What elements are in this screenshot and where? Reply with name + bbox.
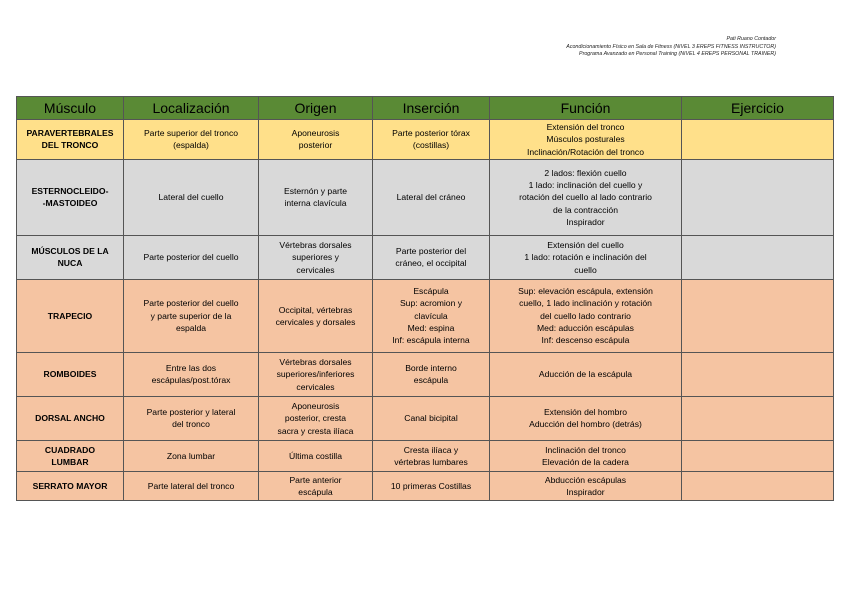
cell-line: posterior, cresta (284, 413, 347, 424)
cell-insercion (373, 352, 490, 396)
cell-line: TRAPECIO (47, 310, 93, 321)
cell-line: cervicales (296, 381, 335, 392)
cell-musculo (17, 352, 124, 396)
cell-origen (259, 235, 373, 279)
cell-line: Parte posterior y lateral (146, 407, 236, 418)
cell-insercion (373, 159, 490, 235)
table-row (17, 279, 834, 352)
cell-line: CUADRADO (44, 444, 96, 455)
cell-line: Sup: acromion y (399, 298, 463, 309)
table-body (17, 120, 834, 501)
cell-line: Zona lumbar (166, 450, 216, 461)
cell-line: superiores/inferiores (276, 369, 355, 380)
cell-origen (259, 440, 373, 471)
cell-funcion (490, 120, 682, 160)
cell-funcion (490, 279, 682, 352)
cell-line: vértebras lumbares (394, 456, 468, 467)
cell-line: Última costilla (288, 450, 342, 461)
cell-line: Vértebras dorsales (279, 356, 352, 367)
cell-localizacion (124, 471, 259, 500)
cell-funcion (490, 159, 682, 235)
cell-localizacion (124, 396, 259, 440)
cell-line: Parte posterior tórax (392, 128, 470, 139)
cell-line: Inclinación/Rotación del tronco (526, 146, 645, 157)
cell-line: Parte lateral del tronco (147, 480, 235, 491)
cell-line: 1 lado: rotación e inclinación del (524, 252, 647, 263)
cell-line: Vértebras dorsales (279, 239, 352, 250)
cell-line: Inspirador (566, 216, 605, 227)
cell-localizacion (124, 159, 259, 235)
cell-line: Abducción escápulas (544, 474, 627, 485)
cell-line: cráneo, el occipital (395, 258, 467, 269)
cell-line: cervicales (296, 264, 335, 275)
table-row (17, 440, 834, 471)
cell-line: 10 primeras Costillas (390, 480, 472, 491)
cell-line: 2 lados: flexión cuello (544, 167, 627, 178)
cell-funcion (490, 440, 682, 471)
table-header-row (17, 97, 834, 120)
cell-line: NUCA (57, 258, 83, 269)
cell-line: Aponeurosis (291, 400, 340, 411)
cell-line: Parte superior del tronco (143, 128, 239, 139)
cell-line: Parte posterior del (395, 246, 467, 257)
cell-line: Borde interno (405, 363, 457, 374)
cell-line: cuello (574, 264, 597, 275)
cell-musculo (17, 235, 124, 279)
cell-line: MÚSCULOS DE LA (31, 246, 109, 257)
cell-line: Parte posterior del cuello (143, 298, 239, 309)
cell-origen (259, 396, 373, 440)
cell-line: Inspirador (566, 486, 605, 497)
cell-localizacion (124, 440, 259, 471)
cell-line: sacra y cresta ilíaca (277, 425, 354, 436)
cell-line: Lateral del cuello (158, 192, 224, 203)
cell-origen (259, 279, 373, 352)
cell-origen (259, 471, 373, 500)
cell-localizacion (124, 279, 259, 352)
cell-line: Lateral del cráneo (396, 192, 466, 203)
cell-line: Inclinación del tronco (545, 444, 626, 455)
cell-line: Músculos posturales (546, 134, 625, 145)
cell-line: Escápula (413, 286, 449, 297)
table-row (17, 396, 834, 440)
cell-ejercicio (682, 120, 834, 160)
cell-origen (259, 159, 373, 235)
cell-line: superiores y (292, 252, 339, 263)
col-header-funcion: Función (490, 97, 682, 120)
cell-line: Med: aducción escápulas (537, 323, 634, 334)
cell-ejercicio (682, 440, 834, 471)
cell-line: escápulas/post.tórax (151, 375, 231, 386)
cell-line: de la contracción (553, 204, 618, 215)
cell-ejercicio (682, 396, 834, 440)
cell-line: 1 lado: inclinación del cuello y (528, 179, 643, 190)
cell-line: Inf: descenso escápula (541, 335, 630, 346)
cell-line: cuello, 1 lado inclinación y rotación (519, 298, 652, 309)
cell-line: Esternón y parte (283, 186, 348, 197)
cell-insercion (373, 440, 490, 471)
course-line-2: Programa Avanzado en Personal Training (NIVEL 4 EREPS PERSONAL TRAINER) (579, 51, 776, 57)
course-line-1: Acondicionamiento Físico en Sala de Fitness (NIVEL 3 EREPS FITNESS INSTRUCTOR) (566, 43, 776, 50)
cell-line: DEL TRONCO (41, 140, 99, 151)
cell-line: Entre las dos (165, 363, 217, 374)
cell-line: LUMBAR (51, 456, 89, 467)
cell-insercion (373, 235, 490, 279)
cell-localizacion (124, 120, 259, 160)
muscle-table (16, 96, 834, 501)
table-row (17, 471, 834, 500)
table-row (17, 159, 834, 235)
cell-line: Canal bicipital (404, 413, 458, 424)
cell-line: Aducción de la escápula (538, 369, 633, 380)
cell-ejercicio (682, 279, 834, 352)
cell-insercion (373, 471, 490, 500)
col-header-musculo: Músculo (17, 97, 124, 120)
cell-ejercicio (682, 471, 834, 500)
cell-ejercicio (682, 159, 834, 235)
col-header-ejercicio: Ejercicio (682, 97, 834, 120)
cell-line: interna clavícula (284, 198, 347, 209)
cell-funcion (490, 396, 682, 440)
table-row (17, 352, 834, 396)
cell-line: (espalda) (173, 140, 209, 151)
cell-line: Inf: escápula interna (392, 335, 470, 346)
document-header (566, 36, 776, 59)
cell-line: ESTERNOCLEIDO- (31, 186, 109, 197)
cell-line: SERRATO MAYOR (32, 480, 108, 491)
cell-origen (259, 352, 373, 396)
cell-line: Parte anterior (289, 474, 342, 485)
cell-musculo (17, 120, 124, 160)
cell-funcion (490, 352, 682, 396)
cell-musculo (17, 396, 124, 440)
cell-line: Med: espina (407, 323, 455, 334)
cell-ejercicio (682, 352, 834, 396)
cell-line: (costillas) (412, 140, 450, 151)
cell-line: Parte posterior del cuello (143, 252, 239, 263)
cell-line: Extensión del hombro (543, 407, 628, 418)
cell-line: -MASTOIDEO (42, 198, 98, 209)
cell-localizacion (124, 352, 259, 396)
cell-musculo (17, 471, 124, 500)
cell-insercion (373, 120, 490, 160)
cell-insercion (373, 279, 490, 352)
cell-line: Aponeurosis (291, 128, 340, 139)
cell-musculo (17, 279, 124, 352)
cell-origen (259, 120, 373, 160)
col-header-origen: Origen (259, 97, 373, 120)
cell-funcion (490, 235, 682, 279)
cell-ejercicio (682, 235, 834, 279)
cell-line: cervicales y dorsales (275, 316, 356, 327)
cell-line: posterior (298, 140, 333, 151)
cell-funcion (490, 471, 682, 500)
author-line: Pati Ruano Contador (726, 36, 776, 42)
cell-line: DORSAL ANCHO (35, 413, 105, 424)
cell-line: del tronco (172, 419, 210, 430)
table-row (17, 120, 834, 160)
cell-insercion (373, 396, 490, 440)
cell-line: espalda (175, 323, 207, 334)
cell-line: del cuello lado contrario (540, 310, 631, 321)
cell-line: rotación del cuello al lado contrario (519, 192, 652, 203)
cell-line: Occipital, vértebras (278, 304, 353, 315)
col-header-insercion: Inserción (373, 97, 490, 120)
cell-line: Cresta ilíaca y (403, 444, 459, 455)
table-row (17, 235, 834, 279)
cell-line: escápula (298, 486, 333, 497)
cell-line: PARAVERTEBRALES (26, 128, 114, 139)
cell-line: ROMBOIDES (43, 369, 97, 380)
cell-line: Extensión del tronco (546, 122, 625, 132)
cell-localizacion (124, 235, 259, 279)
cell-musculo (17, 159, 124, 235)
cell-line: Sup: elevación escápula, extensión (518, 286, 653, 297)
cell-line: Extensión del cuello (547, 239, 624, 250)
cell-line: escápula (413, 375, 449, 386)
cell-line: clavícula (414, 310, 448, 321)
cell-line: Aducción del hombro (detrás) (529, 419, 642, 430)
cell-line: Elevación de la cadera (542, 456, 629, 467)
col-header-localizacion: Localización (124, 97, 259, 120)
cell-line: y parte superior de la (150, 310, 232, 321)
cell-musculo (17, 440, 124, 471)
